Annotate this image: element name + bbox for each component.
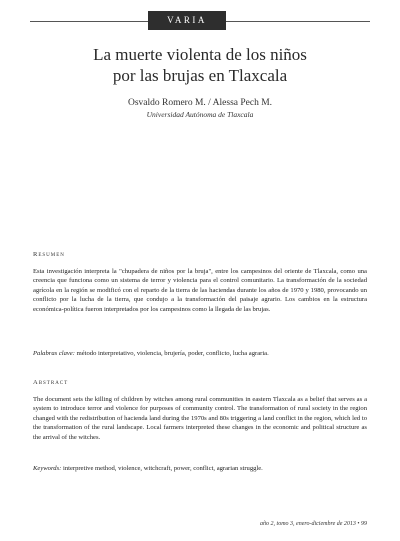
- abstract-keywords-text: interpretive method, violence, witchcraft, power, conflict, agrarian struggle.: [62, 465, 263, 472]
- resumen-keywords-text: método interpretativo, violencia, brujería, poder, conflicto, lucha agraria.: [76, 350, 269, 357]
- abstract-heading: Abstract: [33, 379, 69, 386]
- abstract-keywords-label: Keywords:: [33, 465, 62, 472]
- article-title: [20, 44, 380, 86]
- resumen-keywords-label: Palabras clave:: [33, 350, 75, 357]
- resumen-keywords: [33, 349, 367, 358]
- resumen-body: Esta investigación interpreta la "chupadera de niños por la bruja", entre los campesinos del oriente de Tlaxcala, como una creencia que funciona como un sistema de terror y violencia para el control comunitario. La transformación de la sociedad agrícola en la región se modificó con el reparto de la tierra de las haciendas durante los años de 1970 y 1980, provocando un conflicto por la lucha de la tierra, que condujo a la transformación del paisaje agrario. Los cambios en la estructura económica-política fueron interpretados por los campesinos como la llegada de las brujas.: [33, 268, 367, 313]
- resumen-heading: Resumen: [33, 251, 65, 258]
- title-line-2: por las brujas en Tlaxcala: [112, 66, 288, 85]
- abstract-keywords: [33, 464, 367, 473]
- page-footer: año 2, tomo 3, enero-diciembre de 2013 • 99: [260, 521, 367, 527]
- authors: Osvaldo Romero M. / Alessa Pech M.: [127, 98, 273, 108]
- title-line-1: La muerte violenta de los niños: [93, 45, 307, 64]
- abstract-body: The document sets the killing of children by witches among rural communities in eastern Tlaxcala as a belief that serves as a system to introduce terror and violence for purposes of community control. The transformation of rural society in the region changed with the redistribution of hacienda land during the 1970s and 80s triggering a land conflict in the region, which led to the transformation of the rural landscape. Local farmers interpreted these changes in the economic and political structure as the arrival of the witches.: [33, 396, 367, 441]
- section-tab: VARIA: [148, 11, 226, 30]
- affiliation: Universidad Autónoma de Tlaxcala: [146, 110, 254, 119]
